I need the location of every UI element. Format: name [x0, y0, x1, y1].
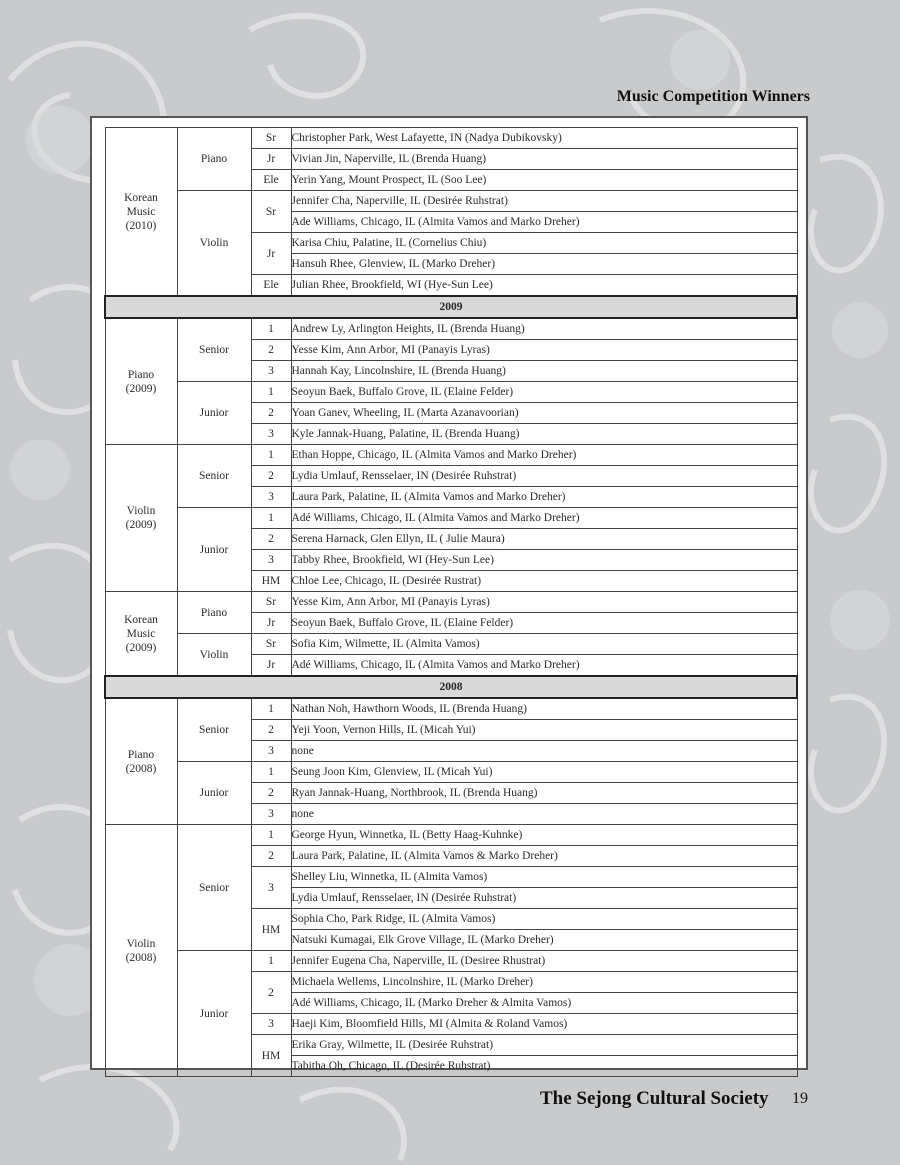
winner-entry: Yeji Yoon, Vernon Hills, IL (Micah Yui) [291, 720, 797, 741]
winner-entry: Sofia Kim, Wilmette, IL (Almita Vamos) [291, 634, 797, 655]
winner-entry: Seoyun Baek, Buffalo Grove, IL (Elaine Felder) [291, 613, 797, 634]
category-cell [105, 592, 177, 677]
rank-cell: HM [251, 1035, 291, 1077]
rank-cell: 3 [251, 424, 291, 445]
rank-cell: HM [251, 571, 291, 592]
winner-entry: Jennifer Cha, Naperville, IL (Desirée Ruhstrat) [291, 191, 797, 212]
rank-cell: 2 [251, 529, 291, 550]
winners-table [104, 127, 798, 1077]
winner-entry: Julian Rhee, Brookfield, WI (Hye-Sun Lee) [291, 275, 797, 297]
rank-cell: 1 [251, 382, 291, 403]
rank-cell: 3 [251, 867, 291, 909]
year-separator-row [105, 676, 797, 698]
division-cell: Senior [177, 445, 251, 508]
rank-cell: 1 [251, 445, 291, 466]
table-row [105, 191, 797, 212]
category-label-line: Korean [124, 191, 158, 204]
division-cell: Piano [177, 128, 251, 191]
winner-entry: Haeji Kim, Bloomfield Hills, MI (Almita & Roland Vamos) [291, 1014, 797, 1035]
rank-cell: 3 [251, 550, 291, 571]
winner-entry: Christopher Park, West Lafayette, IN (Nadya Dubikovsky) [291, 128, 797, 149]
winner-entry: Nathan Noh, Hawthorn Woods, IL (Brenda Huang) [291, 698, 797, 720]
division-cell: Senior [177, 318, 251, 382]
winner-entry: Seung Joon Kim, Glenview, IL (Micah Yui) [291, 762, 797, 783]
winner-entry: none [291, 741, 797, 762]
winner-entry: none [291, 804, 797, 825]
category-label-line: Violin [126, 505, 156, 517]
winner-entry: Tabitha Oh, Chicago, IL (Desirée Ruhstrat) [291, 1056, 797, 1077]
year-separator-row [105, 296, 797, 318]
winner-entry: Natsuki Kumagai, Elk Grove Village, IL (Marko Dreher) [291, 930, 797, 951]
rank-cell: Ele [251, 275, 291, 297]
year-label: 2008 [105, 676, 797, 698]
category-label-line: (2009) [125, 382, 157, 395]
table-row [105, 762, 797, 783]
rank-cell: 1 [251, 825, 291, 846]
category-label-line: (2008) [125, 951, 157, 964]
winner-entry: Michaela Wellems, Lincolnshire, IL (Marko Dreher) [291, 972, 797, 993]
rank-cell: 2 [251, 466, 291, 487]
category-label-line: (2009) [125, 519, 157, 531]
rank-cell: Jr [251, 613, 291, 634]
rank-cell: 2 [251, 783, 291, 804]
rank-cell: Jr [251, 233, 291, 275]
rank-cell: 1 [251, 318, 291, 340]
category-label-line: (2008) [125, 762, 157, 775]
table-row [105, 698, 797, 720]
table-row [105, 318, 797, 340]
category-label-line: (2009) [125, 641, 157, 654]
winner-entry: Hannah Kay, Lincolnshire, IL (Brenda Huang) [291, 361, 797, 382]
rank-cell: 3 [251, 1014, 291, 1035]
category-label-line: Korean [124, 613, 158, 626]
rank-cell: 2 [251, 720, 291, 741]
table-row [105, 382, 797, 403]
division-cell: Senior [177, 825, 251, 951]
rank-cell: 2 [251, 846, 291, 867]
winner-entry: Andrew Ly, Arlington Heights, IL (Brenda Huang) [291, 318, 797, 340]
rank-cell: 1 [251, 508, 291, 529]
winner-entry: Lydia Umlauf, Rensselaer, IN (Desirée Ruhstrat) [291, 888, 797, 909]
rank-cell: 2 [251, 972, 291, 1014]
rank-cell: Sr [251, 128, 291, 149]
rank-cell: 3 [251, 741, 291, 762]
page-header-title: Music Competition Winners [616, 88, 810, 105]
table-row [105, 634, 797, 655]
category-label-line: Music [126, 627, 156, 640]
winner-entry: Adé Williams, Chicago, IL (Marko Dreher & Almita Vamos) [291, 993, 797, 1014]
winner-entry: Yerin Yang, Mount Prospect, IL (Soo Lee) [291, 170, 797, 191]
winner-entry: Hansuh Rhee, Glenview, IL (Marko Dreher) [291, 254, 797, 275]
winner-entry: Ade Williams, Chicago, IL (Almita Vamos and Marko Dreher) [291, 212, 797, 233]
division-cell: Violin [177, 191, 251, 297]
rank-cell: 2 [251, 403, 291, 424]
division-cell: Junior [177, 508, 251, 592]
rank-cell: Jr [251, 655, 291, 677]
category-label-line: Music [126, 205, 156, 218]
category-label-line: Piano [127, 748, 155, 761]
table-row [105, 128, 797, 149]
category-cell [105, 825, 177, 1077]
winner-entry: Jennifer Eugena Cha, Naperville, IL (Desiree Rhustrat) [291, 951, 797, 972]
rank-cell: 3 [251, 361, 291, 382]
winner-entry: Laura Park, Palatine, IL (Almita Vamos & Marko Dreher) [291, 846, 797, 867]
winner-entry: Yoan Ganev, Wheeling, IL (Marta Azanavoorian) [291, 403, 797, 424]
division-cell: Junior [177, 382, 251, 445]
year-label: 2009 [105, 296, 797, 318]
winner-entry: Seoyun Baek, Buffalo Grove, IL (Elaine Felder) [291, 382, 797, 403]
division-cell: Junior [177, 951, 251, 1077]
category-label-line: Piano [127, 368, 155, 381]
category-cell [105, 445, 177, 592]
winner-entry: Adé Williams, Chicago, IL (Almita Vamos and Marko Dreher) [291, 508, 797, 529]
winner-entry: Shelley Liu, Winnetka, IL (Almita Vamos) [291, 867, 797, 888]
category-cell [105, 698, 177, 825]
table-row [105, 508, 797, 529]
rank-cell: 1 [251, 762, 291, 783]
category-cell [105, 128, 177, 297]
division-cell: Senior [177, 698, 251, 762]
rank-cell: 2 [251, 340, 291, 361]
footer-society-title: The Sejong Cultural Society [540, 1088, 769, 1109]
page-number: 19 [792, 1090, 808, 1107]
winner-entry: Yesse Kim, Ann Arbor, MI (Panayis Lyras) [291, 592, 797, 613]
winner-entry: Vivian Jin, Naperville, IL (Brenda Huang) [291, 149, 797, 170]
category-label-line: Violin [126, 937, 156, 950]
winner-entry: Kyle Jannak-Huang, Palatine, IL (Brenda Huang) [291, 424, 797, 445]
division-cell: Junior [177, 762, 251, 825]
rank-cell: Ele [251, 170, 291, 191]
table-row [105, 825, 797, 846]
winner-entry: Sophia Cho, Park Ridge, IL (Almita Vamos) [291, 909, 797, 930]
rank-cell: Sr [251, 592, 291, 613]
winner-entry: Adé Williams, Chicago, IL (Almita Vamos and Marko Dreher) [291, 655, 797, 677]
rank-cell: 1 [251, 698, 291, 720]
winner-entry: Tabby Rhee, Brookfield, WI (Hey-Sun Lee) [291, 550, 797, 571]
rank-cell: Jr [251, 149, 291, 170]
winner-entry: Serena Harnack, Glen Ellyn, IL ( Julie Maura) [291, 529, 797, 550]
rank-cell: Sr [251, 634, 291, 655]
table-row [105, 445, 797, 466]
table-row [105, 951, 797, 972]
rank-cell: HM [251, 909, 291, 951]
winner-entry: Yesse Kim, Ann Arbor, MI (Panayis Lyras) [291, 340, 797, 361]
winner-entry: Erika Gray, Wilmette, IL (Desirée Ruhstrat) [291, 1035, 797, 1056]
division-cell: Violin [177, 634, 251, 677]
rank-cell: Sr [251, 191, 291, 233]
winner-entry: Chloe Lee, Chicago, IL (Desirée Rustrat) [291, 571, 797, 592]
rank-cell: 3 [251, 487, 291, 508]
category-label-line: (2010) [125, 219, 157, 232]
winner-entry: Laura Park, Palatine, IL (Almita Vamos and Marko Dreher) [291, 487, 797, 508]
winner-entry: Lydia Umlauf, Rensselaer, IN (Desirée Ruhstrat) [291, 466, 797, 487]
table-row [105, 592, 797, 613]
category-cell [105, 318, 177, 445]
winner-entry: Karisa Chiu, Palatine, IL (Cornelius Chiu) [291, 233, 797, 254]
rank-cell: 1 [251, 951, 291, 972]
rank-cell: 3 [251, 804, 291, 825]
division-cell: Piano [177, 592, 251, 634]
winner-entry: George Hyun, Winnetka, IL (Betty Haag-Kuhnke) [291, 825, 797, 846]
winner-entry: Ethan Hoppe, Chicago, IL (Almita Vamos and Marko Dreher) [291, 445, 797, 466]
winner-entry: Ryan Jannak-Huang, Northbrook, IL (Brenda Huang) [291, 783, 797, 804]
